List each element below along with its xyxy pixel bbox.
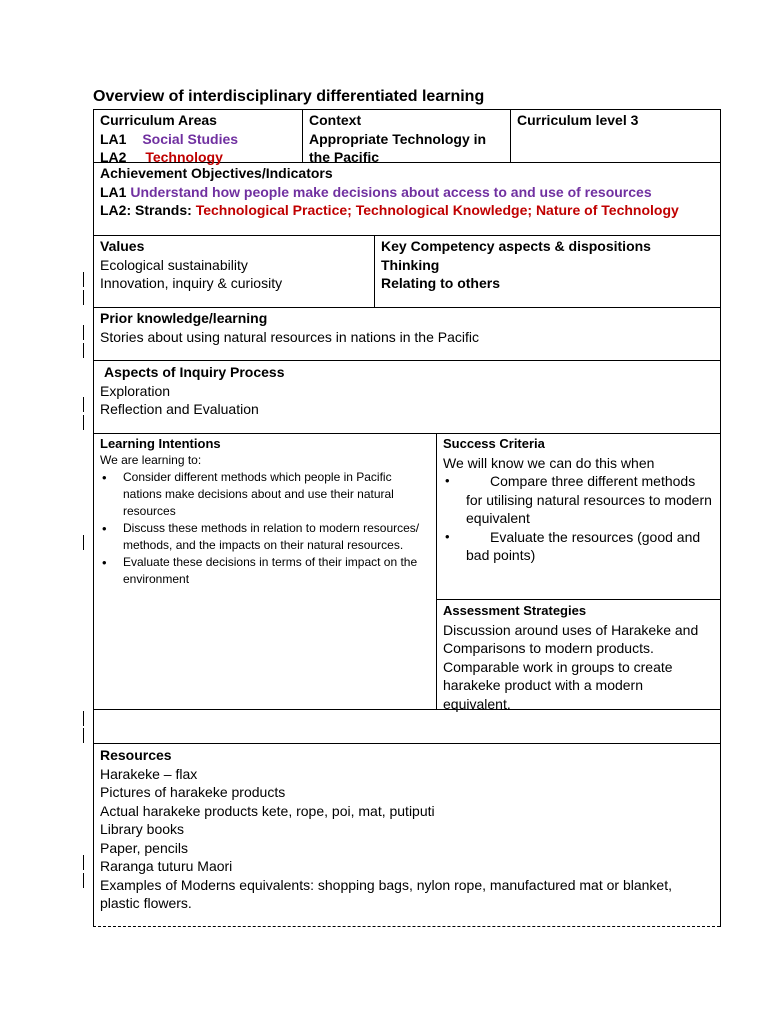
resource-item: Paper, pencils	[100, 839, 188, 856]
table-border-right	[720, 109, 721, 927]
values-cell	[94, 232, 374, 293]
learning-intentions-intro: We are learning to:	[100, 453, 202, 467]
margin-change-mark	[83, 855, 84, 870]
resources-label: Resources	[100, 747, 172, 763]
list-item: • Consider different methods which people in Pacific nations make decisions about and use their natural resources	[100, 469, 430, 520]
context-label: Context	[309, 112, 362, 128]
strand-separator: ;	[527, 202, 533, 218]
resource-item: Pictures of harakeke products	[100, 784, 286, 800]
learning-intentions-label: Learning Intentions	[100, 436, 221, 451]
success-criteria-list	[443, 472, 714, 565]
strand-technological-knowledge: Technological Knowledge	[355, 202, 528, 218]
document-title: Overview of interdisciplinary differentiated learning	[93, 88, 485, 105]
margin-change-mark	[83, 272, 84, 287]
objectives-cell	[94, 159, 720, 220]
resources-cell	[94, 741, 720, 913]
margin-change-mark	[83, 343, 84, 358]
inquiry-item: Reflection and Evaluation	[100, 401, 259, 417]
margin-change-mark	[83, 397, 84, 412]
success-criteria-label: Success Criteria	[443, 436, 545, 451]
objective-la2	[100, 201, 714, 220]
competency-cell	[375, 232, 720, 293]
la2-code: LA2	[100, 149, 127, 165]
strand-separator: ;	[347, 202, 352, 218]
margin-change-mark	[83, 415, 84, 430]
objective-la2-prefix: LA2: Strands:	[100, 202, 192, 218]
value-item: Innovation, inquiry & curiosity	[100, 275, 283, 291]
list-item: • Discuss these methods in relation to modern resources/ methods, and the impacts on their natural resources.	[100, 520, 430, 554]
objectives-label: Achievement Objectives/Indicators	[100, 165, 333, 181]
list-item: • Evaluate these decisions in terms of their impact on the environment	[100, 554, 430, 588]
margin-change-mark	[83, 873, 84, 888]
value-item: Ecological sustainability	[100, 256, 248, 273]
margin-change-mark	[83, 290, 84, 305]
table-bottom-dashed-border	[93, 926, 720, 927]
objective-la1	[100, 183, 714, 202]
resource-item: Examples of Moderns equivalents: shopping bags, nylon rope, manufactured mat or blanket, plastic flowers.	[100, 876, 672, 911]
resource-item: Raranga tuturu Maori	[100, 858, 233, 874]
la1-code: LA1	[100, 130, 127, 147]
competency-item: Thinking	[381, 256, 440, 273]
resource-item: Library books	[100, 821, 185, 837]
assessment-cell	[437, 597, 720, 713]
resource-item: Actual harakeke products kete, rope, poi, mat, putiputi	[100, 802, 435, 819]
assessment-label: Assessment Strategies	[443, 603, 587, 618]
prior-knowledge-text: Stories about using natural resources in nations in the Pacific	[100, 328, 479, 345]
strand-technological-practice: Technological Practice	[195, 202, 348, 218]
margin-change-mark	[83, 325, 84, 340]
list-item: • Evaluate the resources (good and bad points)	[443, 528, 714, 565]
la1-subject: Social Studies	[142, 130, 239, 147]
success-criteria-intro: We will know we can do this when	[443, 454, 655, 471]
strand-nature-of-technology: Nature of Technology	[535, 202, 679, 218]
prior-knowledge-label: Prior knowledge/learning	[100, 310, 268, 326]
assessment-text: Discussion around uses of Harakeke and Comparisons to modern products. Comparable work in groups to create harakeke product with a modern equivalent.	[443, 621, 699, 712]
learning-intentions-cell	[94, 430, 436, 588]
success-criteria-cell	[437, 430, 720, 565]
inquiry-cell	[94, 358, 720, 419]
learning-intentions-list	[100, 469, 430, 588]
values-label: Values	[100, 238, 145, 254]
margin-change-mark	[83, 535, 84, 550]
competency-label: Key Competency aspects & dispositions	[381, 238, 651, 254]
curriculum-areas-label: Curriculum Areas	[100, 112, 217, 128]
curriculum-level-cell	[511, 106, 720, 130]
la1-row	[100, 130, 296, 149]
context-cell	[303, 106, 510, 167]
list-item: • Compare three different methods for utilising natural resources to modern equivalent	[443, 472, 714, 528]
inquiry-label: Aspects of Inquiry Process	[104, 364, 285, 380]
margin-change-mark	[83, 711, 84, 726]
prior-knowledge-cell	[94, 304, 720, 346]
inquiry-item: Exploration	[100, 382, 171, 399]
curriculum-areas-cell	[94, 106, 302, 167]
curriculum-level: Curriculum level 3	[517, 112, 639, 128]
margin-change-mark	[83, 728, 84, 743]
la2-subject: Technology	[145, 149, 223, 165]
objective-la1-code: LA1	[100, 183, 127, 200]
objective-la1-text: Understand how people make decisions about access to and use of resources	[130, 183, 652, 200]
resource-item: Harakeke – flax	[100, 765, 198, 782]
competency-item: Relating to others	[381, 275, 501, 291]
context-value: Appropriate Technology in the Pacific	[309, 130, 487, 165]
